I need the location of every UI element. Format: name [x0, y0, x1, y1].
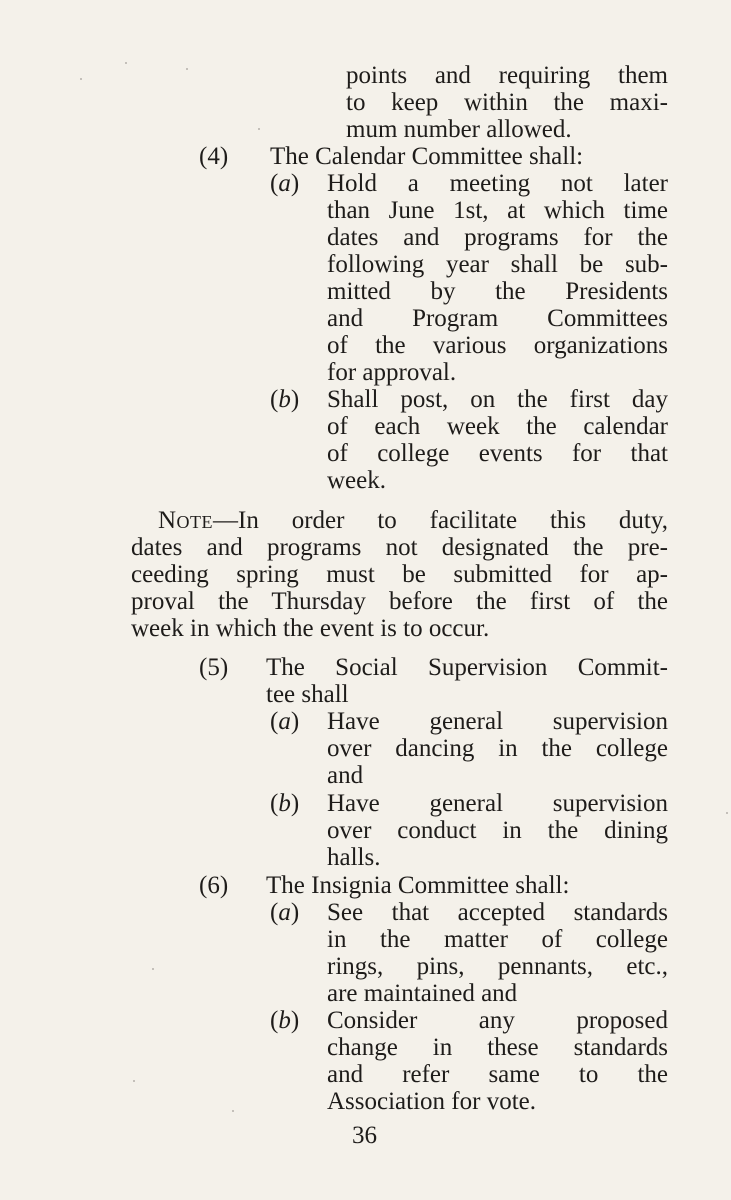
text-line: following year shall be sub-: [327, 251, 668, 278]
text-line: ceeding spring must be submitted for ap-: [131, 561, 668, 588]
text-line: Shall post, on the first day: [327, 386, 668, 413]
section-5-heading: The Social Supervision Commit-: [266, 654, 668, 681]
page-number: 36: [352, 1122, 377, 1149]
print-speck: [726, 812, 728, 814]
text-line: to keep within the maxi-: [346, 89, 668, 116]
section-4-heading: The Calendar Committee shall:: [270, 143, 584, 170]
text-line: dates and programs not designated the pre-: [131, 534, 668, 561]
note-label: Note: [158, 507, 214, 534]
text-line: halls.: [327, 844, 381, 871]
item-6b-label: (b): [270, 1007, 300, 1034]
section-4-number: (4): [199, 143, 229, 170]
text-line: Consider any proposed: [327, 1007, 668, 1034]
text-line: over dancing in the college: [327, 735, 668, 762]
section-5-number: (5): [199, 654, 229, 681]
text-line: and refer same to the: [327, 1061, 668, 1088]
print-speck: [186, 68, 188, 70]
item-6a-label: (a): [270, 899, 300, 926]
text-line: dates and programs for the: [327, 224, 668, 251]
print-speck: [125, 62, 127, 64]
text-line: of college events for that: [327, 440, 668, 467]
text-line: proval the Thursday before the first of the: [131, 588, 668, 615]
item-5b-label: (b): [270, 790, 300, 817]
text-line: and: [327, 762, 364, 789]
text-line: mitted by the Presidents: [327, 278, 668, 305]
item-4b-label: (b): [270, 386, 300, 413]
section-6-heading: The Insignia Committee shall:: [266, 872, 570, 899]
text-line: Have general supervision: [327, 708, 668, 735]
text-line: are maintained and: [327, 980, 518, 1007]
print-speck: [133, 1080, 135, 1082]
text-line: of each week the calendar: [327, 413, 668, 440]
text-line: mum number allowed.: [346, 116, 572, 143]
text-line: rings, pins, pennants, etc.,: [327, 953, 668, 980]
print-speck: [232, 1110, 234, 1112]
text-line: than June 1st, at which time: [327, 197, 668, 224]
print-speck: [152, 968, 154, 970]
text-line: change in these standards: [327, 1034, 668, 1061]
text-line: Hold a meeting not later: [327, 170, 668, 197]
text-line: in the matter of college: [327, 926, 668, 953]
item-4a-label: (a): [270, 170, 300, 197]
text-line: See that accepted standards: [327, 899, 668, 926]
text-line: points and requiring them: [346, 62, 668, 89]
text-line: for approval.: [327, 359, 457, 386]
text-line: Have general supervision: [327, 790, 668, 817]
text-line: week.: [327, 467, 386, 494]
print-speck: [80, 78, 82, 80]
text-line: week in which the event is to occur.: [131, 615, 490, 642]
text-line: Association for vote.: [327, 1088, 536, 1115]
text-line: and Program Committees: [327, 305, 668, 332]
note-first-line: Note—In order to facilitate this duty,: [158, 507, 668, 534]
item-5a-label: (a): [270, 708, 300, 735]
text-line: tee shall: [266, 681, 349, 708]
section-6-number: (6): [199, 872, 229, 899]
text-line: over conduct in the dining: [327, 817, 668, 844]
text-line: of the various organizations: [327, 332, 668, 359]
print-speck: [258, 128, 260, 130]
